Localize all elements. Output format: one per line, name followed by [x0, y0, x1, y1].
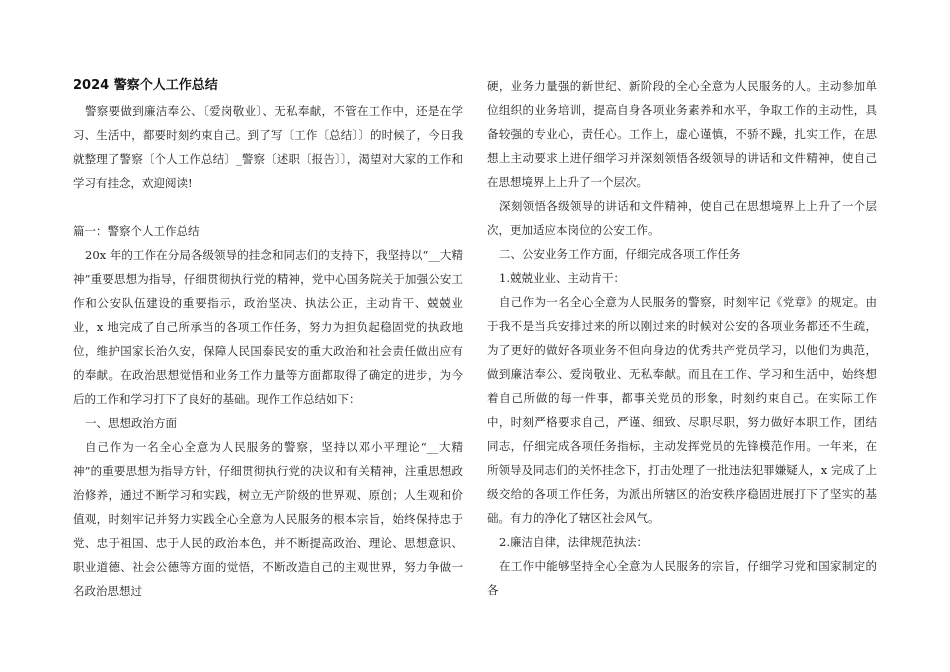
document-title: 2024 警察个人工作总结 — [73, 78, 218, 93]
body-paragraph: 在工作中能够坚持全心全意为人民服务的宗旨，仔细学习党和国家制定的各 — [487, 559, 877, 597]
left-column — [73, 74, 463, 603]
body-paragraph: 20x 年的工作在分局各级领导的挂念和同志们的支持下，我坚持以“__大精神”重要思想为指导，仔细贯彻执行党的精神，党中心国务院关于加强公安工作和公安队伍建设的重要指示，政治坚决、执法公正，主动肯干、兢兢业业，x 地完成了自己所承当的各项工作任务，努力为担负起稳固党的执政地位，维护国家长治久安，保障人民国泰民安的重大政治和社会责任做出应有的奉献。在政治思想觉悟和业务工作力量等方面都取得了确定的进步，为今后的工作和学习打下了良好的基础。现作工作总结如下： — [73, 248, 463, 406]
intro-paragraph: 警察要做到廉洁奉公、〔爱岗敬业〕、无私奉献，不管在工作中，还是在学习、生活中，都要时刻约束自己。到了写〔工作〔总结〕〕的时候了，今日我就整理了警察〔个人工作总结〕_警察〔述职〔报告〕〕，渴望对大家的工作和学习有挂念，欢迎阅读! — [73, 104, 463, 190]
body-paragraph: 自己作为一名全心全意为人民服务的警察，时刻牢记《党章》的规定。由于我不是当兵安排过来的所以刚过来的时候对公安的各项业务都还不生疏，为了更好的做好各项业务不但向身边的优秀共产党员学习，以他们为典范，做到廉洁奉公、爱岗敬业、无私奉献。而且在工作、学习和生活中，始终想着自己所做的每一件事，都事关党员的形象，时刻约束自己。在实际工作中，时刻严格要求自己，严谨、细致、尽职尽职，努力做好本职工作，团结同志，仔细完成各项任务指标，主动发挥党员的先锋模范作用。一年来，在所领导及同志们的关怀挂念下，打击处理了一批违法犯罪嫌疑人，x 完成了上级交给的各项工作任务，为派出所辖区的治安秩序稳固进展打下了坚实的基础。有力的净化了辖区社会风气。 — [487, 295, 877, 525]
section-heading-politics: 一、思想政治方面 — [85, 416, 177, 430]
section-heading-part-one: 篇一：警察个人工作总结 — [73, 224, 200, 238]
blank-line — [73, 195, 463, 219]
right-column — [487, 74, 877, 602]
subsection-heading: 1.兢兢业业、主动肯干： — [499, 271, 625, 285]
section-heading-business: 二、公安业务工作方面，仔细完成各项工作任务 — [499, 247, 741, 261]
body-paragraph: 深刻领悟各级领导的讲话和文件精神，使自己在思想境界上上升了一个层次，更加适应本岗位的公安工作。 — [487, 199, 877, 237]
body-paragraph: 硬，业务力量强的新世纪、新阶段的全心全意为人民服务的人。主动参加单位组织的业务培训，提高自身各项业务素养和水平，争取工作的主动性，具备较强的专业心，责任心。工作上，虚心谨慎，不骄不躁，扎实工作，在思想上主动要求上进仔细学习并深刻领悟各级领导的讲话和文件精神，使自己在思想境界上上升了一个层次。 — [487, 79, 877, 189]
body-paragraph: 自己作为一名全心全意为人民服务的警察，坚持以邓小平理论“__大精神”的重要思想为指导方针，仔细贯彻执行党的决议和有关精神，注重思想政治修养，通过不断学习和实践，树立无产阶级的世界观、原创；人生观和价值观，时刻牢记并努力实践全心全意为人民服务的根本宗旨，始终保持忠于党、忠于祖国、忠于人民的政治本色，并不断提高政治、理论、思想意识、职业道德、社会公德等方面的觉悟，不断改造自己的主观世界，努力争做一名政治思想过 — [73, 440, 463, 598]
subsection-heading: 2.廉洁自律，法律规范执法： — [499, 535, 648, 549]
